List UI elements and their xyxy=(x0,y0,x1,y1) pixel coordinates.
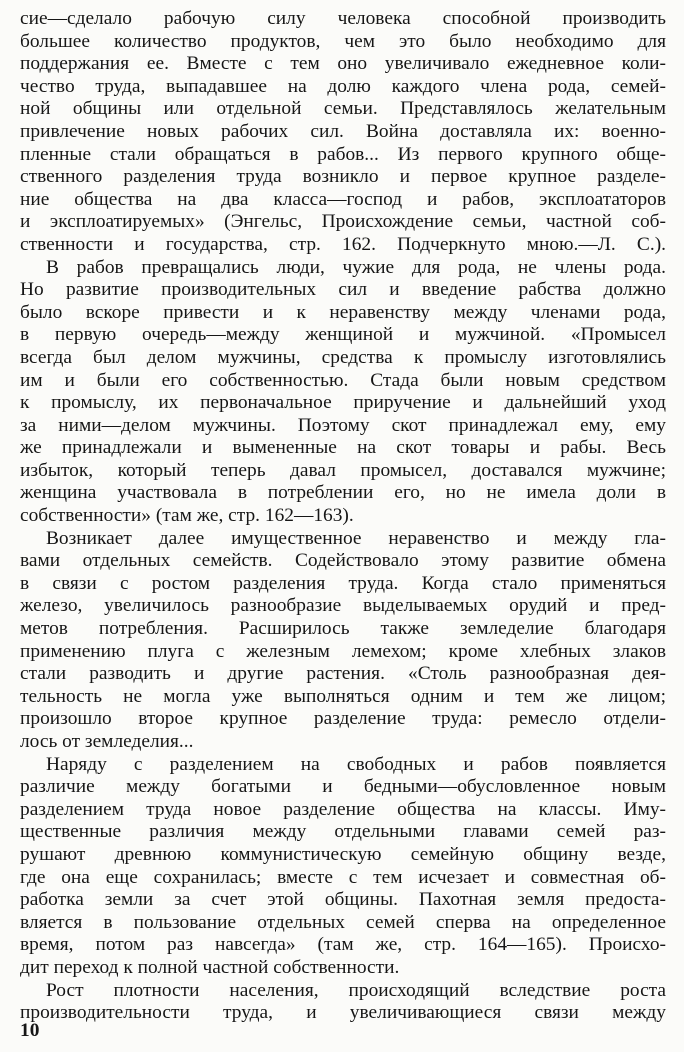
text-line: время, потом раз навсегда» (там же, стр. 164—165). Происхо- xyxy=(20,934,666,956)
text-line: сие—сделало рабочую силу человека способной производить xyxy=(20,8,666,29)
text-line: ние общества на два класса—господ и рабов, эксплоататоров xyxy=(20,188,666,210)
text-line: и эксплоатируемых» (Энгельс, Происхождение семьи, частной соб- xyxy=(20,211,666,233)
page-number: 10 xyxy=(20,1020,40,1041)
text-line: привлечение новых рабочих сил. Война доставляла их: военно- xyxy=(20,120,666,142)
text-line: всегда был делом мужчины, средства к промыслу изготовлялись xyxy=(20,346,666,368)
text-line: рушают древнюю коммунистическую семейную общину везде, xyxy=(20,843,666,865)
text-line: метов потребления. Расширилось также земледелие благодаря xyxy=(20,618,666,640)
body-text xyxy=(20,8,666,1025)
text-line: стали разводить и другие растения. «Столь разнообразная дея- xyxy=(20,663,666,685)
text-line: работка земли за счет этой общины. Пахотная земля предоста- xyxy=(20,889,666,911)
text-line: Рост плотности населения, происходящий вследствие роста xyxy=(46,979,666,1001)
text-line: ственности и государства, стр. 162. Подчеркнуто мною.—Л. С.). xyxy=(20,233,666,255)
text-line: же принадлежали и вымененные на скот товары и рабы. Весь xyxy=(20,437,666,459)
text-line: вляется в пользование отдельных семей сперва на определенное xyxy=(20,911,666,933)
text-line: собственности» (там же, стр. 162—163). xyxy=(20,505,354,527)
text-line: пленные стали обращаться в рабов... Из первого крупного обще- xyxy=(20,143,666,165)
text-line: в связи с ростом разделения труда. Когда стало применяться xyxy=(20,572,666,594)
text-line: ственного разделения труда возникло и первое крупное разделе- xyxy=(20,166,666,188)
text-line: произошло второе крупное разделение труда: ремесло отдели- xyxy=(20,708,666,730)
text-line: вами отдельных семейств. Содействовало этому развитие обмена xyxy=(20,550,666,572)
text-line: Наряду с разделением на свободных и рабов появляется xyxy=(46,753,666,775)
text-line: тельность не могла уже выполняться одним и тем же лицом; xyxy=(20,685,666,707)
text-line: применению плуга с железным лемехом; кроме хлебных злаков xyxy=(20,640,666,662)
text-line: было вскоре привести и к неравенству между членами рода, xyxy=(20,301,666,323)
text-line: разделением труда новое разделение общества на классы. Иму- xyxy=(20,798,666,820)
text-line: избыток, который теперь давал промысел, доставался мужчине; xyxy=(20,459,666,481)
text-line: Возникает далее имущественное неравенство и между гла- xyxy=(46,527,666,549)
text-line: чество труда, выпадавшее на долю каждого члена рода, семей- xyxy=(20,75,666,97)
text-line: железо, увеличилось разнообразие выделываемых орудий и пред- xyxy=(20,595,666,617)
text-line: им и были его собственностью. Стада были новым средством xyxy=(20,369,666,391)
text-line: лось от земледелия... xyxy=(20,731,194,752)
text-line: ной общины или отдельной семьи. Представлялось желательным xyxy=(20,98,666,120)
text-line: различие между богатыми и бедными—обусловленное новым xyxy=(20,776,666,798)
text-line: щественные различия между отдельными главами семей раз- xyxy=(20,821,666,843)
text-line: дит переход к полной частной собственности. xyxy=(20,956,400,978)
text-line: женщина участвовала в потреблении его, но не имела доли в xyxy=(20,482,666,504)
text-line: В рабов превращались люди, чужие для рода, не члены рода. xyxy=(46,256,666,278)
text-line: где она еще сохранилась; вместе с тем исчезает и совместная об- xyxy=(20,866,666,888)
text-line: к промыслу, их первоначальное приручение и дальнейший уход xyxy=(20,392,666,414)
text-line: в первую очередь—между женщиной и мужчиной. «Промысел xyxy=(20,324,666,346)
text-line: за ними—делом мужчины. Поэтому скот принадлежал ему, ему xyxy=(20,414,666,436)
text-line: большее количество продуктов, чем это было необходимо для xyxy=(20,30,666,52)
text-line: Но развитие производительных сил и введение рабства должно xyxy=(20,279,666,301)
text-line: поддержания ее. Вместе с тем оно увеличивало ежедневное коли- xyxy=(20,53,666,75)
text-line: производительности труда, и увеличивающиеся связи между xyxy=(20,1002,666,1024)
